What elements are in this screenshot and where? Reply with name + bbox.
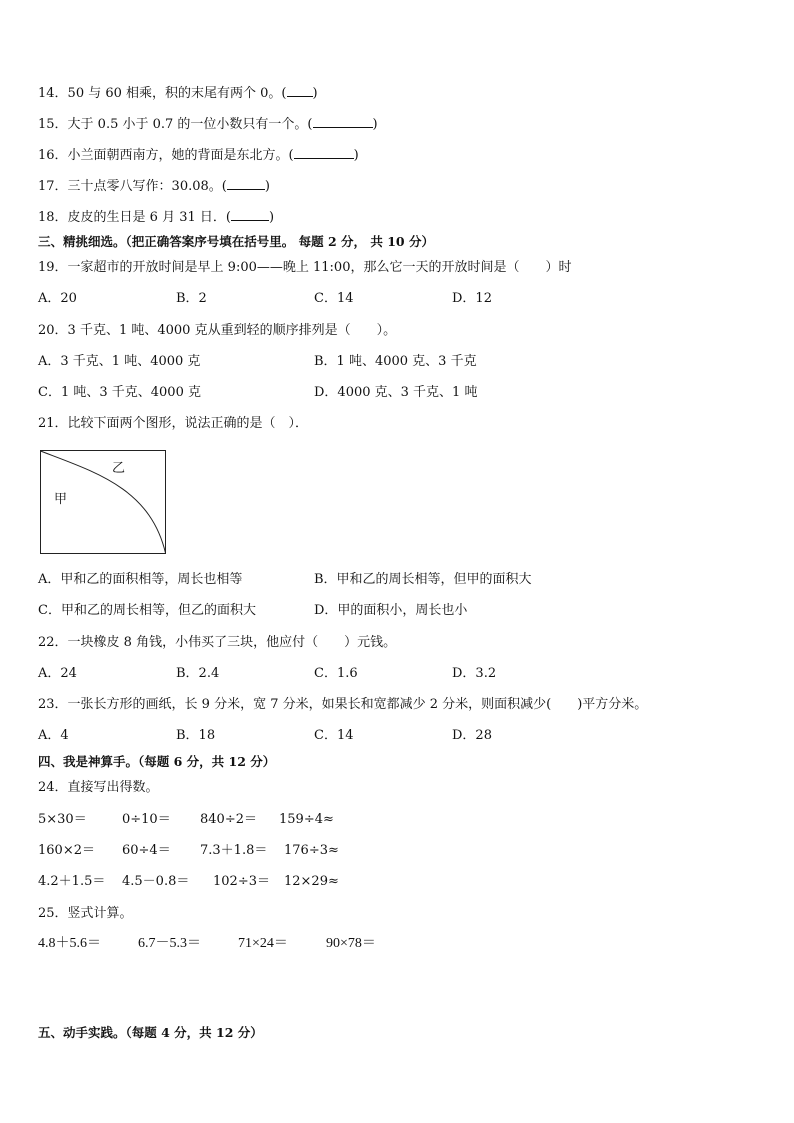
question-17: 17．三十点零八写作：30.08。( ) [38,179,270,194]
calc-item: 4.5－0.8＝ [122,874,190,889]
question-24-text: 24．直接写出得数。 [38,780,159,795]
question-17-text: 17．三十点零八写作：30.08。( [38,179,227,194]
calc-item: 5×30＝ [38,812,87,827]
question-22-text: 22．一块橡皮 8 角钱，小伟买了三块，他应付（ ）元钱。 [38,635,397,650]
answer-blank[interactable] [294,146,354,159]
question-20-text: 20．3 千克、1 吨、4000 克从重到轻的顺序排列是（ ）。 [38,323,397,338]
q20-option-c[interactable]: C．1 吨、3 千克、4000 克 [38,385,201,400]
q23-option-c[interactable]: C．14 [314,728,354,743]
q21-option-c[interactable]: C．甲和乙的周长相等，但乙的面积大 [38,603,256,618]
answer-blank[interactable] [313,115,373,128]
calc-item: 840÷2＝ [200,812,257,827]
q19-option-a[interactable]: A．20 [38,291,77,306]
calc-item: 102÷3＝ [213,874,270,889]
q22-option-c[interactable]: C．1.6 [314,666,358,681]
region-label-yi: 乙 [112,461,126,476]
q20-option-b[interactable]: B．1 吨、4000 克、3 千克 [314,354,477,369]
vertical-calc-item: 90×78＝ [326,936,376,951]
answer-blank[interactable] [227,177,265,190]
question-14: 14．50 与 60 相乘，积的末尾有两个 0。( ) [38,86,318,101]
question-18-text: 18．皮皮的生日是 6 月 31 日．( [38,210,231,225]
question-18: 18．皮皮的生日是 6 月 31 日．( ) [38,210,275,225]
q21-option-a[interactable]: A．甲和乙的面积相等，周长也相等 [38,572,243,587]
vertical-calc-item: 6.7－5.3＝ [138,936,201,951]
answer-blank[interactable] [287,84,313,97]
q22-option-b[interactable]: B．2.4 [176,666,220,681]
question-16: 16．小兰面朝西南方，她的背面是东北方。( ) [38,148,359,163]
calc-item: 7.3＋1.8＝ [200,843,268,858]
calc-item: 12×29≈ [284,874,339,889]
vertical-calc-item: 4.8＋5.6＝ [38,936,101,951]
question-15: 15．大于 0.5 小于 0.7 的一位小数只有一个。( ) [38,117,378,132]
q23-option-a[interactable]: A．4 [38,728,69,743]
q21-option-d[interactable]: D．甲的面积小，周长也小 [314,603,468,618]
question-15-text: 15．大于 0.5 小于 0.7 的一位小数只有一个。( [38,117,313,132]
q19-option-d[interactable]: D．12 [452,291,492,306]
calc-item: 176÷3≈ [284,843,339,858]
q23-option-d[interactable]: D．28 [452,728,492,743]
calc-item: 0÷10＝ [122,812,171,827]
question-25-text: 25．竖式计算。 [38,906,133,921]
section-3-heading: 三、精挑细选。（把正确答案序号填在括号里。 每题 2 分， 共 10 分） [38,234,434,249]
vertical-calc-item: 71×24＝ [238,936,288,951]
calc-item: 159÷4≈ [279,812,334,827]
calc-item: 160×2＝ [38,843,95,858]
question-21-text: 21．比较下面两个图形，说法正确的是（ ）． [38,416,309,431]
answer-blank[interactable] [231,208,269,221]
q22-option-a[interactable]: A．24 [38,666,77,681]
section-4-heading: 四、我是神算手。（每题 6 分，共 12 分） [38,754,276,769]
q19-option-b[interactable]: B．2 [176,291,207,306]
section-5-heading: 五、动手实践。（每题 4 分，共 12 分） [38,1025,263,1040]
question-16-text: 16．小兰面朝西南方，她的背面是东北方。( [38,148,294,163]
region-label-jia: 甲 [54,492,68,507]
q23-option-b[interactable]: B．18 [176,728,216,743]
calc-item: 60÷4＝ [122,843,171,858]
question-19-text: 19．一家超市的开放时间是早上 9:00——晚上 11:00，那么它一天的开放时间是（ ）时 [38,260,572,275]
question-23-text: 23．一张长方形的画纸，长 9 分米，宽 7 分米，如果长和宽都减少 2 分米，则面积减少( )平方分米。 [38,697,648,712]
q20-option-a[interactable]: A．3 千克、1 吨、4000 克 [38,354,201,369]
q19-option-c[interactable]: C．14 [314,291,354,306]
q22-option-d[interactable]: D．3.2 [452,666,497,681]
q20-option-d[interactable]: D．4000 克、3 千克、1 吨 [314,385,478,400]
shape-comparison-figure [40,450,166,554]
calc-item: 4.2＋1.5＝ [38,874,106,889]
q21-option-b[interactable]: B．甲和乙的周长相等，但甲的面积大 [314,572,532,587]
question-14-text: 14．50 与 60 相乘，积的末尾有两个 0。( [38,86,287,101]
